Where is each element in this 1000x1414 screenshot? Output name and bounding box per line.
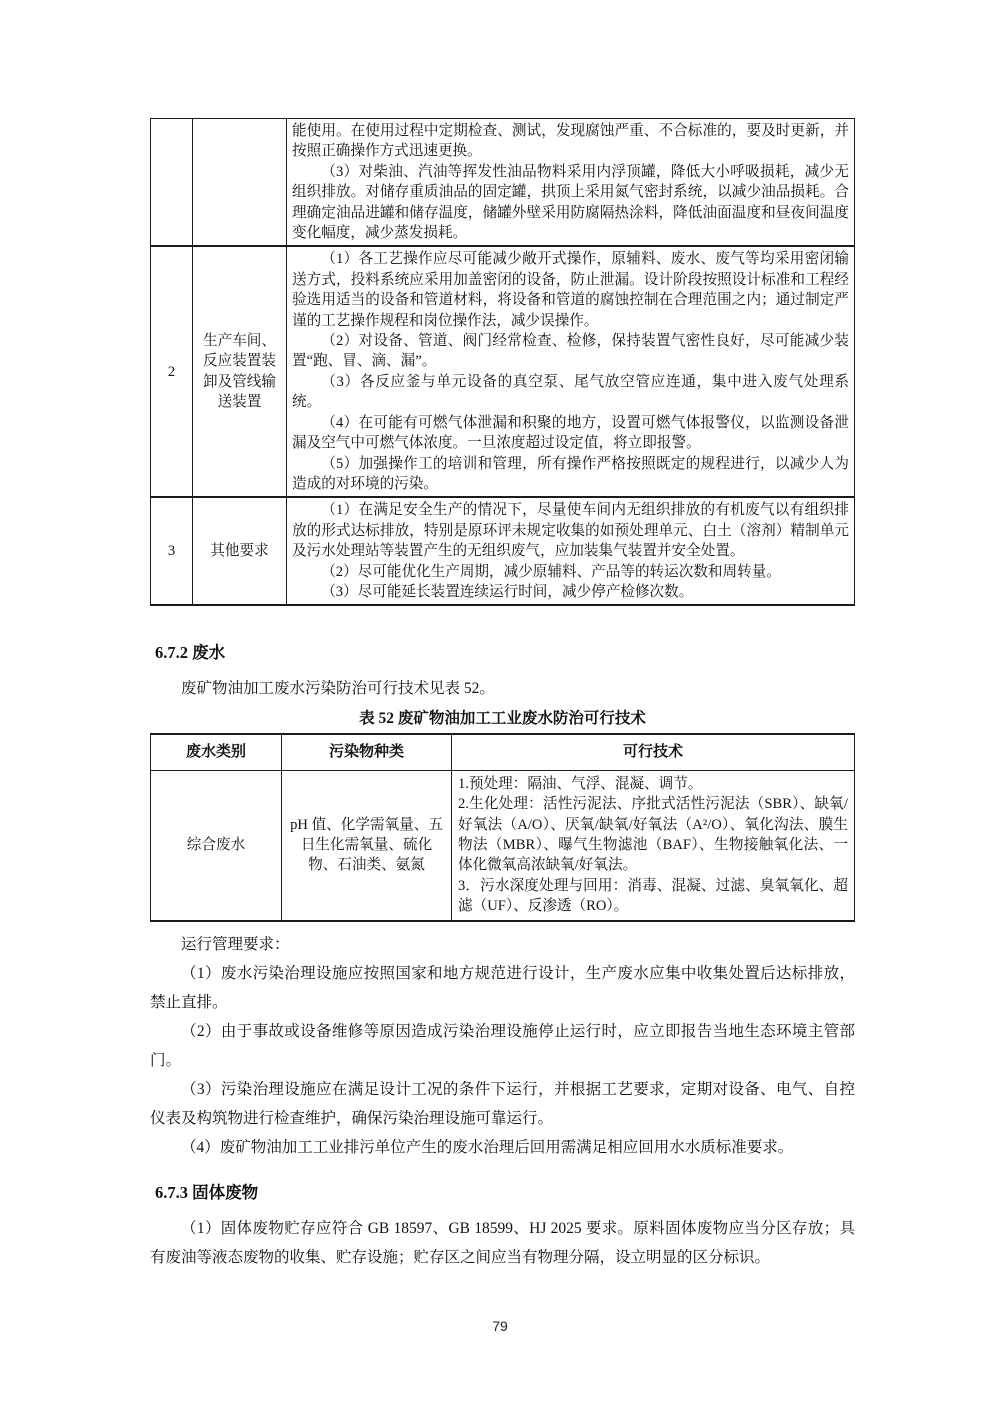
page-number: 79 [492,1318,508,1334]
cell-paragraph: （2）尽可能优化生产周期，减少原辅料、产品等的转运次数和周转量。 [321,563,781,580]
row-content-cell [287,246,855,497]
column-header-wastewater-type: 废水类别 [151,734,282,770]
row-label-cell: 生产车间、反应装置装卸及管线输送装置 [193,246,287,497]
management-item: （3）污染治理设施应在满足设计工况的条件下运行，并根据工艺要求，定期对设备、电气、自控仪表及构筑物进行检查维护，确保污染治理设施可靠运行。 [150,1080,855,1127]
section-heading-solid-waste: 6.7.3 固体废物 [155,1182,259,1202]
cell-paragraph: （4）在可能有可燃气体泄漏和积聚的地方，设置可燃气体报警仪，以监测设备泄漏及空气中可燃气体浓度。一旦浓度超过设定值，将立即报警。 [292,414,849,452]
cell-paragraph: （1）各工艺操作应尽可能减少敞开式操作，原辅料、废水、废气等均采用密闭输送方式，投料系统应采用加盖密闭的设备，防止泄漏。设计阶段按照设计标准和工程经验选用适当的设备和管道材料，将设备和管道的腐蚀控制在合理范围之内；通过制定严谨的工艺操作规程和岗位操作法，减少误操作。 [292,251,849,329]
table52-data-row [151,770,855,920]
management-item: （2）由于事故或设备维修等原因造成污染治理设施停止运行时，应立即报告当地生态环境主管部门。 [150,1022,855,1069]
table-row [151,497,855,605]
section-heading-wastewater: 6.7.2 废水 [155,643,226,663]
management-item: （4）废矿物油加工工业排污单位产生的废水治理后回用需满足相应回用水水质标准要求。 [181,1138,794,1156]
feasible-technology-cell [452,770,855,920]
cell-paragraph: （5）加强操作工的培训和管理，所有操作严格按照既定的规程进行，以减少人为造成的对环境的污染。 [292,455,849,492]
table-row [151,246,855,497]
table52-header-row [151,734,855,770]
technology-line: 1.预处理：隔油、气浮、混凝、调节。 [458,775,703,792]
row-number-cell: 2 [151,246,193,497]
management-lead: 运行管理要求： [181,935,290,953]
solid-waste-paragraph: （1）固体废物贮存应符合 GB 18597、GB 18599、HJ 2025 要求。原料固体废物应当分区存放；具有废油等液态废物的收集、贮存设施；贮存区之间应当有物理分隔，设立明显的区分标识。 [150,1219,855,1266]
cell-paragraph: （2）对设备、管道、阀门经常检查、检修，保持装置气密性良好，尽可能减少装置“跑、冒、滴、漏”。 [292,333,849,370]
table52-title: 表 52 废矿物油加工工业废水防治可行技术 [359,710,646,728]
row-label-cell [193,119,287,247]
technology-line: 2.生化处理：活性污泥法、序批式活性污泥法（SBR）、缺氧/好氧法（A/O）、厌氧/缺氧/好氧法（A²/O）、氧化沟法、膜生物法（MBR）、曝气生物滤池（BAF）、生物接触氧化法、一体化微氧高浓缺氧/好氧法。 [458,796,848,874]
table-row [151,119,855,247]
row-content-cell [287,119,855,247]
column-header-feasible-technology: 可行技术 [452,734,855,770]
wastewater-type-cell: 综合废水 [151,770,282,920]
technology-line: 3．污水深度处理与回用：消毒、混凝、过滤、臭氧氧化、超滤（UF）、反渗透（RO）。 [458,877,848,915]
pollution-prevention-measures-table [150,118,855,606]
management-item: （1）废水污染治理设施应按照国家和地方规范进行设计，生产废水应集中收集处置后达标排放，禁止直排。 [150,964,855,1011]
cell-paragraph: （3）尽可能延长装置连续运行时间，减少停产检修次数。 [321,583,694,600]
row-label-cell: 其他要求 [193,497,287,605]
table52 [150,733,855,921]
row-number-cell: 3 [151,497,193,605]
row-number-cell [151,119,193,247]
column-header-pollutant-type: 污染物种类 [282,734,452,770]
intro-paragraph: 废矿物油加工废水污染防治可行技术见表 52。 [181,680,495,698]
row-content-cell [287,497,855,605]
cell-paragraph: （3）对柴油、汽油等挥发性油品物料采用内浮顶罐，降低大小呼吸损耗，减少无组织排放。对储存重质油品的固定罐，拱顶上采用氮气密封系统，以减少油品损耗。合理确定油品进罐和储存温度，储罐外壁采用防腐隔热涂料，降低油面温度和昼夜间温度变化幅度，减少蒸发损耗。 [292,163,849,242]
pollutant-type-cell: pH 值、化学需氧量、五日生化需氧量、硫化物、石油类、氨氮 [282,770,452,920]
cell-paragraph: （1）在满足安全生产的情况下，尽量使车间内无组织排放的有机废气以有组织排放的形式达标排放，特别是原环评未规定收集的如预处理单元、白土（溶剂）精制单元及污水处理站等装置产生的无组织废气，应加装集气装置并安全处置。 [292,502,849,560]
cell-paragraph: （3）各反应釜与单元设备的真空泵、尾气放空管应连通，集中进入废气处理系统。 [292,373,849,411]
cell-paragraph: 能使用。在使用过程中定期检查、测试，发现腐蚀严重、不合标准的，要及时更新，并按照正确操作方式迅速更换。 [292,123,849,160]
